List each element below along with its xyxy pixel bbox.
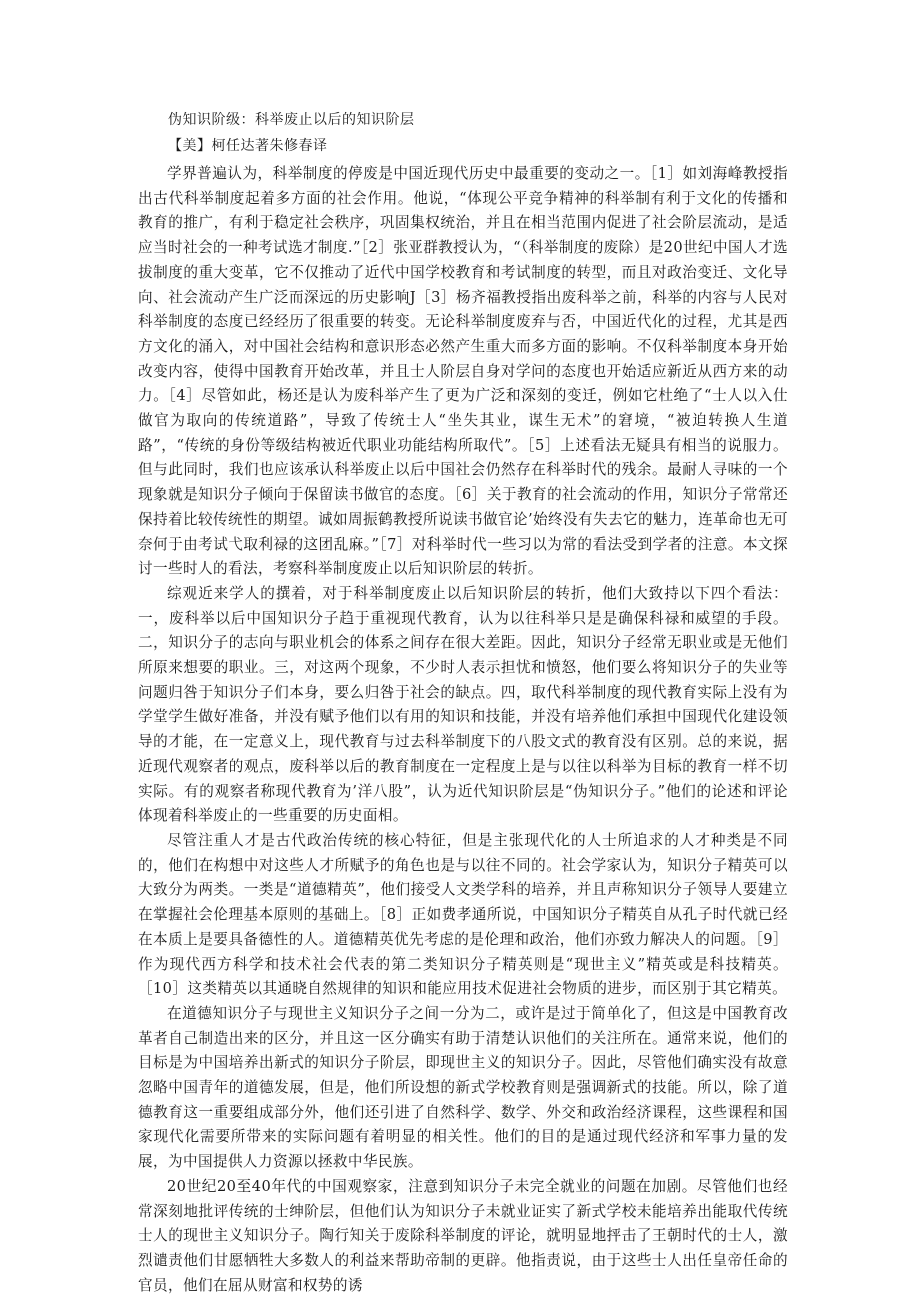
paragraph-3: 尽管注重人才是古代政治传统的核心特征，但是主张现代化的人士所追求的人才种类是不同的，他们在构想中对这些人才所赋予的角色也是与以往不同的。社会学家认为，知识分子精英可以大致分为两类。一类是“道德精英”，他们接受人文类学科的培养，并且声称知识分子领导人要建立在掌握社会伦理基本原则的基础上。［8］正如费孝通所说，中国知识分子精英自从孔子时代就已经在本质上是要具备德性的人。道德精英优先考虑的是伦理和政治，他们亦致力解决人的问题。［9］作为现代西方科学和技术社会代表的第二类知识分子精英则是“现世主义”精英或是科技精英。［10］这类精英以其通晓自然规律的知识和能应用技术促进社会物质的进步，而区别于其它精英。 xyxy=(138,831,788,998)
paragraph-1: 学界普遍认为，科举制度的停废是中国近现代历史中最重要的变动之一。［1］如刘海峰教授指出古代科举制度起着多方面的社会作用。他说，“体现公平竞争精神的科举制有利于文化的传播和教育的推广，有利于稳定社会秩序，巩固集权统治，并且在相当范围内促进了社会阶层流动，是适应当时社会的一种考试选才制度.”［2］张亚群教授认为，“（科举制度的废除）是20世纪中国人才选拔制度的重大变革，它不仅推动了近代中国学校教育和考试制度的转型，而且对政治变迁、文化导向、社会流动产生广泛而深远的历史影响J［3］杨齐福教授指出废科举之前，科举的内容与人民对科举制度的态度已经经历了很重要的转变。无论科举制度废弃与否，中国近代化的过程，尤其是西方文化的涌入，对中国社会结构和意识形态必然产生重大而多方面的影响。不仅科举制度本身开始改变内容，使得中国教育开始改革，并且士人阶层自身对学问的态度也开始适应新近从西方来的动力。［4］尽管如此，杨还是认为废科举产生了更为广泛和深刻的变迁，例如它杜绝了“士人以入仕做官为取向的传统道路”，导致了传统士人“坐失其业，谋生无术”的窘境，“被迫转换人生道路”，“传统的身份等级结构被近代职业功能结构所取代”。［5］上述看法无疑具有相当的说服力。但与此同时，我们也应该承认科举废止以后中国社会仍然存在科举时代的残余。最耐人寻味的一个现象就是知识分子倾向于保留读书做官的态度。［6］关于教育的社会流动的作用，知识分子常常还保持着比较传统性的期望。诚如周振鹤教授所说读书做官论’始终没有失去它的魅力，连革命也无可奈何于由考试弋取利禄的这团乱麻。”［7］对科举时代一些习以为常的看法受到学者的注意。本文探讨一些时人的看法，考察科举制度废止以后知识阶层的转折。 xyxy=(138,165,788,578)
document-byline: 【美】柯任达著朱修春译 xyxy=(168,138,328,154)
paragraph-4: 在道德知识分子与现世主义知识分子之间一分为二，或许是过于简单化了，但这是中国教育改革者自己制造出来的区分，并且这一区分确实有助于清楚认识他们的关注所在。通常来说，他们的目标是为中国培养出新式的知识分子阶层，即现世主义的知识分子。因此，尽管他们确实没有故意忽略中国青年的道德发展，但是，他们所设想的新式学校教育则是强调新式的技能。所以，除了道德教育这一重要组成部分外，他们还引进了自然科学、数学、外交和政治经济课程，这些课程和国家现代化需要所带来的实际问题有着明显的相关性。他们的目的是通过现代经济和军事力量的发展，为中国提供人力资源以拯救中华民族。 xyxy=(138,1004,788,1171)
paragraph-5: 20世纪20至40年代的中国观察家，注意到知识分子未完全就业的问题在加剧。尽管他们也经常深刻地批评传统的士绅阶层，但他们认为知识分子未就业证实了新式学校未能培养出能取代传统士人的现世主义知识分子。陶行知关于废除科举制度的评论，就明显地抨击了王朝时代的士人，激烈谴责他们甘愿牺牲大多数人的利益来帮助帝制的更辟。他指责说，由于这些士人出任皇帝任命的官员，他们在屈从财富和权势的诱 xyxy=(138,1177,788,1294)
paragraph-2: 综观近来学人的撰着，对于科举制度废止以后知识阶层的转折，他们大致持以下四个看法：一，废科举以后中国知识分子趋于重视现代教育，认为以往科举只是是确保科禄和威望的手段。二，知识分子的志向与职业机会的体系之间存在很大差距。因此，知识分子经常无职业或是无他们所原来想要的职业。三，对这两个现象，不少时人表示担忧和愤怒，他们要么将知识分子的失业等问题归咎于知识分子们本身，要么归咎于社会的缺点。四，取代科举制度的现代教育实际上没有为学堂学生做好准备，并没有赋予他们以有用的知识和技能，并没有培养他们承担中国现代化建设领导的才能，在一定意义上，现代教育与过去科举制度下的八股文式的教育没有区别。总的来说，据近现代观察者的观点，废科举以后的教育制度在一定程度上是与以往以科举为目标的教育一样不切实际。有的观察者称现代教育为’洋八股”，认为近代知识阶层是“伪知识分子。”他们的论述和评论体现着科举废止的一些重要的历史面相。 xyxy=(138,584,788,825)
document-title: 伪知识阶级：科举废止以后的知识阶层 xyxy=(168,112,415,128)
document-page xyxy=(138,108,788,1298)
